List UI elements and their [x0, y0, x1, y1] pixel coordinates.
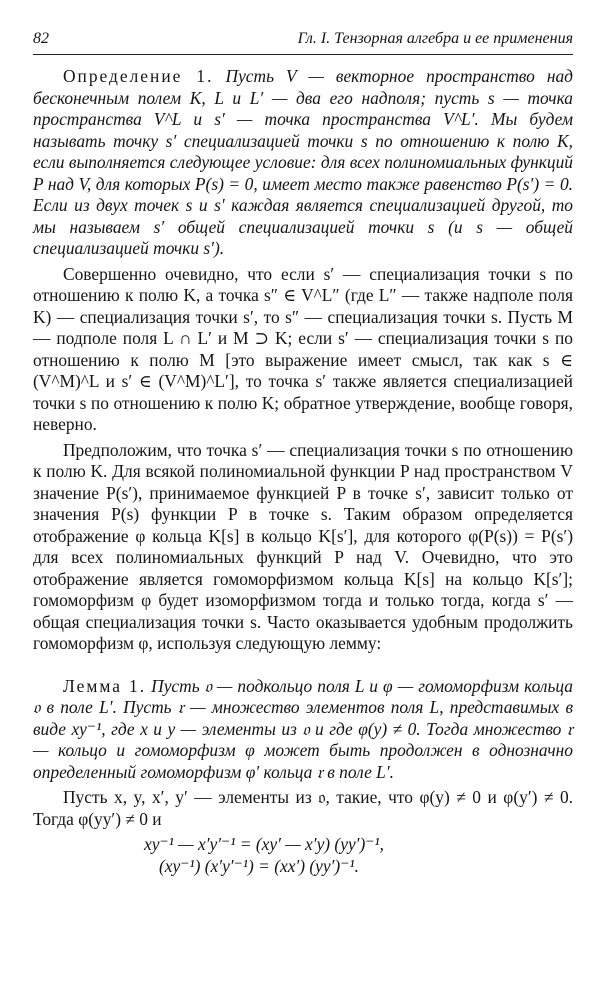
lemma-text: Пусть 𝔬 — подкольцо поля L и φ — гомоморфизм кольца 𝔬 в поле L′. Пусть 𝔯 — множество элементов поля L, представимых в виде xy⁻¹, где x и y — элементы из 𝔬 и где φ(y) ≠ 0. Тогда множество 𝔯 — кольцо и гомоморфизм φ может быть продолжен в однозначно определенный гомоморфизм φ′ кольца 𝔯 в поле L′. — [33, 675, 573, 782]
proof-intro: Пусть x, y, x′, y′ — элементы из 𝔬, такие, что φ(y) ≠ 0 и φ(y′) ≠ 0. Тогда φ(yy′) ≠ 0 и — [33, 787, 573, 829]
definition-text: Пусть V — векторное пространство над бесконечным полем K, L и L′ — два его надполя; пусть s — точка пространства V^L и s′ — точка пространства V^L′. Мы будем называть точку s′ специализацией точки s по отношению к полю K, если выполняется следующее условие: для всех полиномиальных функций P над V, для которых P(s) = 0, имеет место также равенство P(s′) = 0. Если из двух точек s и s′ каждая является специализацией другой, то мы называем s′ общей специализацией точки s (и s — общей специализацией точки s′). — [33, 66, 573, 258]
paragraph-specialization: Совершенно очевидно, что если s′ — специализация точки s по отношению к полю K, а точка s″ ∈ V^L″ (где L″ — также надполе поля K) — специализация точки s′, то s″ — специализация точки s. Пусть M — подполе поля L ∩ L′ и M ⊃ K; если s′ — специализация точки s по отношению к полю M [это выражение имеет смысл, так как s ∈ (V^M)^L и s′ ∈ (V^M)^L′], то точка s′ также является специализацией точки s по отношению к полю K; обратное утверждение, вообще говоря, неверно. — [33, 263, 573, 434]
running-title: Гл. I. Тензорная алгебра и ее применения — [297, 30, 573, 47]
lemma-block — [33, 676, 573, 784]
definition-block — [33, 66, 573, 260]
page-header — [33, 30, 573, 52]
formula-difference: xy⁻¹ — x′y′⁻¹ = (xy′ — x′y) (yy′)⁻¹, — [144, 834, 384, 854]
definition-label: Определение 1. — [63, 66, 214, 86]
page-body — [33, 66, 573, 877]
spacer — [33, 659, 573, 676]
paragraph-homomorphism: Предположим, что точка s′ — специализация точки s по отношению к полю K. Для всякой полиномиальной функции P над пространством V значение P(s′), принимаемое функцией P в точке s′, зависит только от значения P(s) функции P в точке s. Таким образом определяется отображение φ кольца K[s] в кольцо K[s′], для которого φ(P(s)) = P(s′) для всех полиномиальных функций P над V. Очевидно, что это отображение является гомоморфизмом кольца K[s] на кольцо K[s′]; гомоморфизм φ будет изоморфизмом тогда и только тогда, когда s′ — общая специализация точки s. Часто оказывается удобным продолжить гомоморфизм φ, используя следующую лемму: — [33, 439, 573, 653]
header-rule — [33, 54, 573, 55]
page-number: 82 — [33, 30, 49, 47]
lemma-label: Лемма 1. — [63, 675, 147, 696]
formula-product: (xy⁻¹) (x′y′⁻¹) = (xx′) (yy′)⁻¹. — [159, 855, 359, 876]
